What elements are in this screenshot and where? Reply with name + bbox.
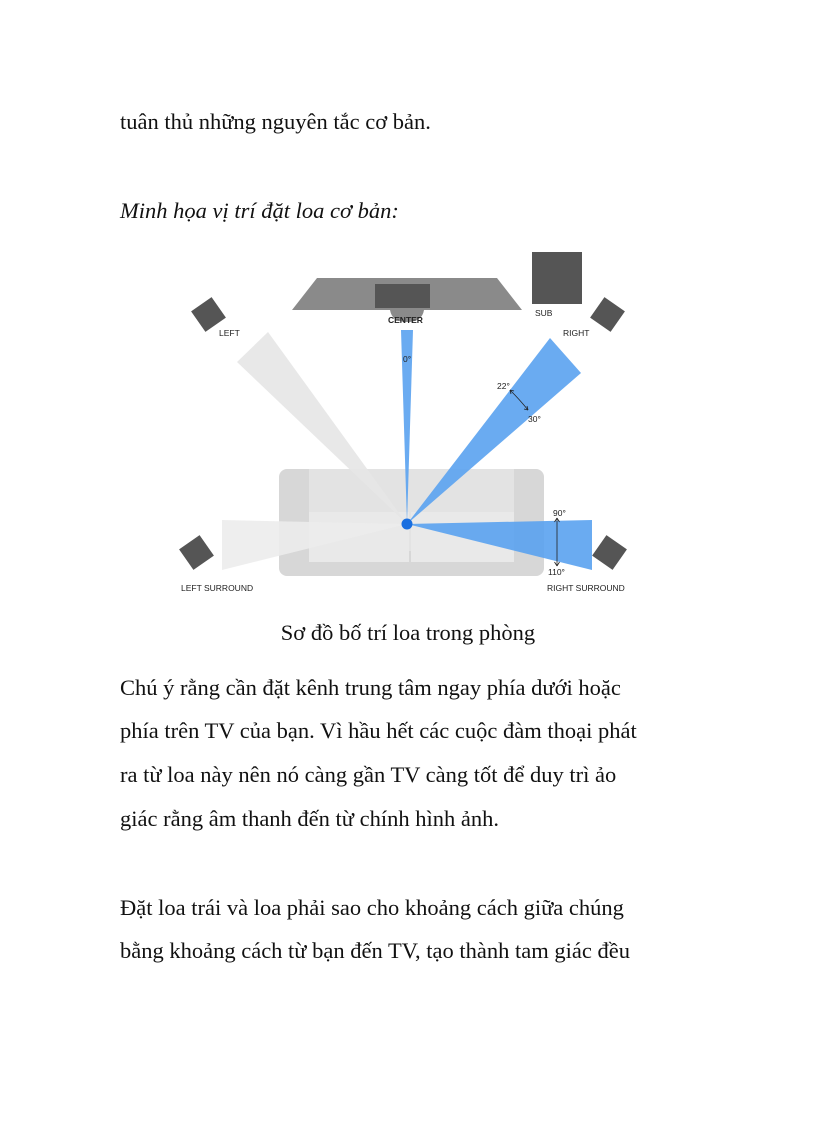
surround-min-angle-label: 90°	[553, 508, 566, 518]
body-line-1: Chú ý rằng cần đặt kênh trung tâm ngay phía dưới hoặc	[120, 675, 621, 700]
body-line-5: Đặt loa trái và loa phải sao cho khoảng cách giữa chúng	[120, 895, 624, 920]
front-max-angle-label: 30°	[528, 414, 541, 424]
listener-dot	[402, 519, 413, 530]
paragraph-top-line: tuân thủ những nguyên tắc cơ bản.	[120, 109, 431, 134]
left-label: LEFT	[219, 328, 240, 338]
body-line-4: giác rằng âm thanh đến từ chính hình ảnh.	[120, 806, 499, 831]
sub-speaker	[532, 252, 582, 304]
speaker-layout-diagram	[172, 250, 642, 600]
body-line-6: bằng khoảng cách từ bạn đến TV, tạo thành tam giác đều	[120, 938, 630, 963]
left-speaker	[191, 297, 226, 332]
body-line-2: phía trên TV của bạn. Vì hầu hết các cuộc đàm thoại phát	[120, 718, 637, 743]
center-angle-label: 0°	[403, 354, 412, 364]
left-surround-speaker	[179, 535, 214, 570]
right-speaker	[590, 297, 625, 332]
right-surround-label: RIGHT SURROUND	[547, 583, 625, 593]
front-min-angle-label: 22°	[497, 381, 510, 391]
left-surround-label: LEFT SURROUND	[181, 583, 254, 593]
surround-max-angle-label: 110°	[548, 567, 565, 577]
center-label: CENTER	[388, 315, 423, 325]
right-label: RIGHT	[563, 328, 590, 338]
sub-label: SUB	[535, 308, 553, 318]
body-line-3: ra từ loa này nên nó càng gần TV càng tốt để duy trì ảo	[120, 762, 617, 787]
figure-caption: Sơ đồ bố trí loa trong phòng	[280, 620, 536, 645]
figure-intro: Minh họa vị trí đặt loa cơ bản:	[120, 198, 399, 223]
right-surround-speaker	[592, 535, 627, 570]
